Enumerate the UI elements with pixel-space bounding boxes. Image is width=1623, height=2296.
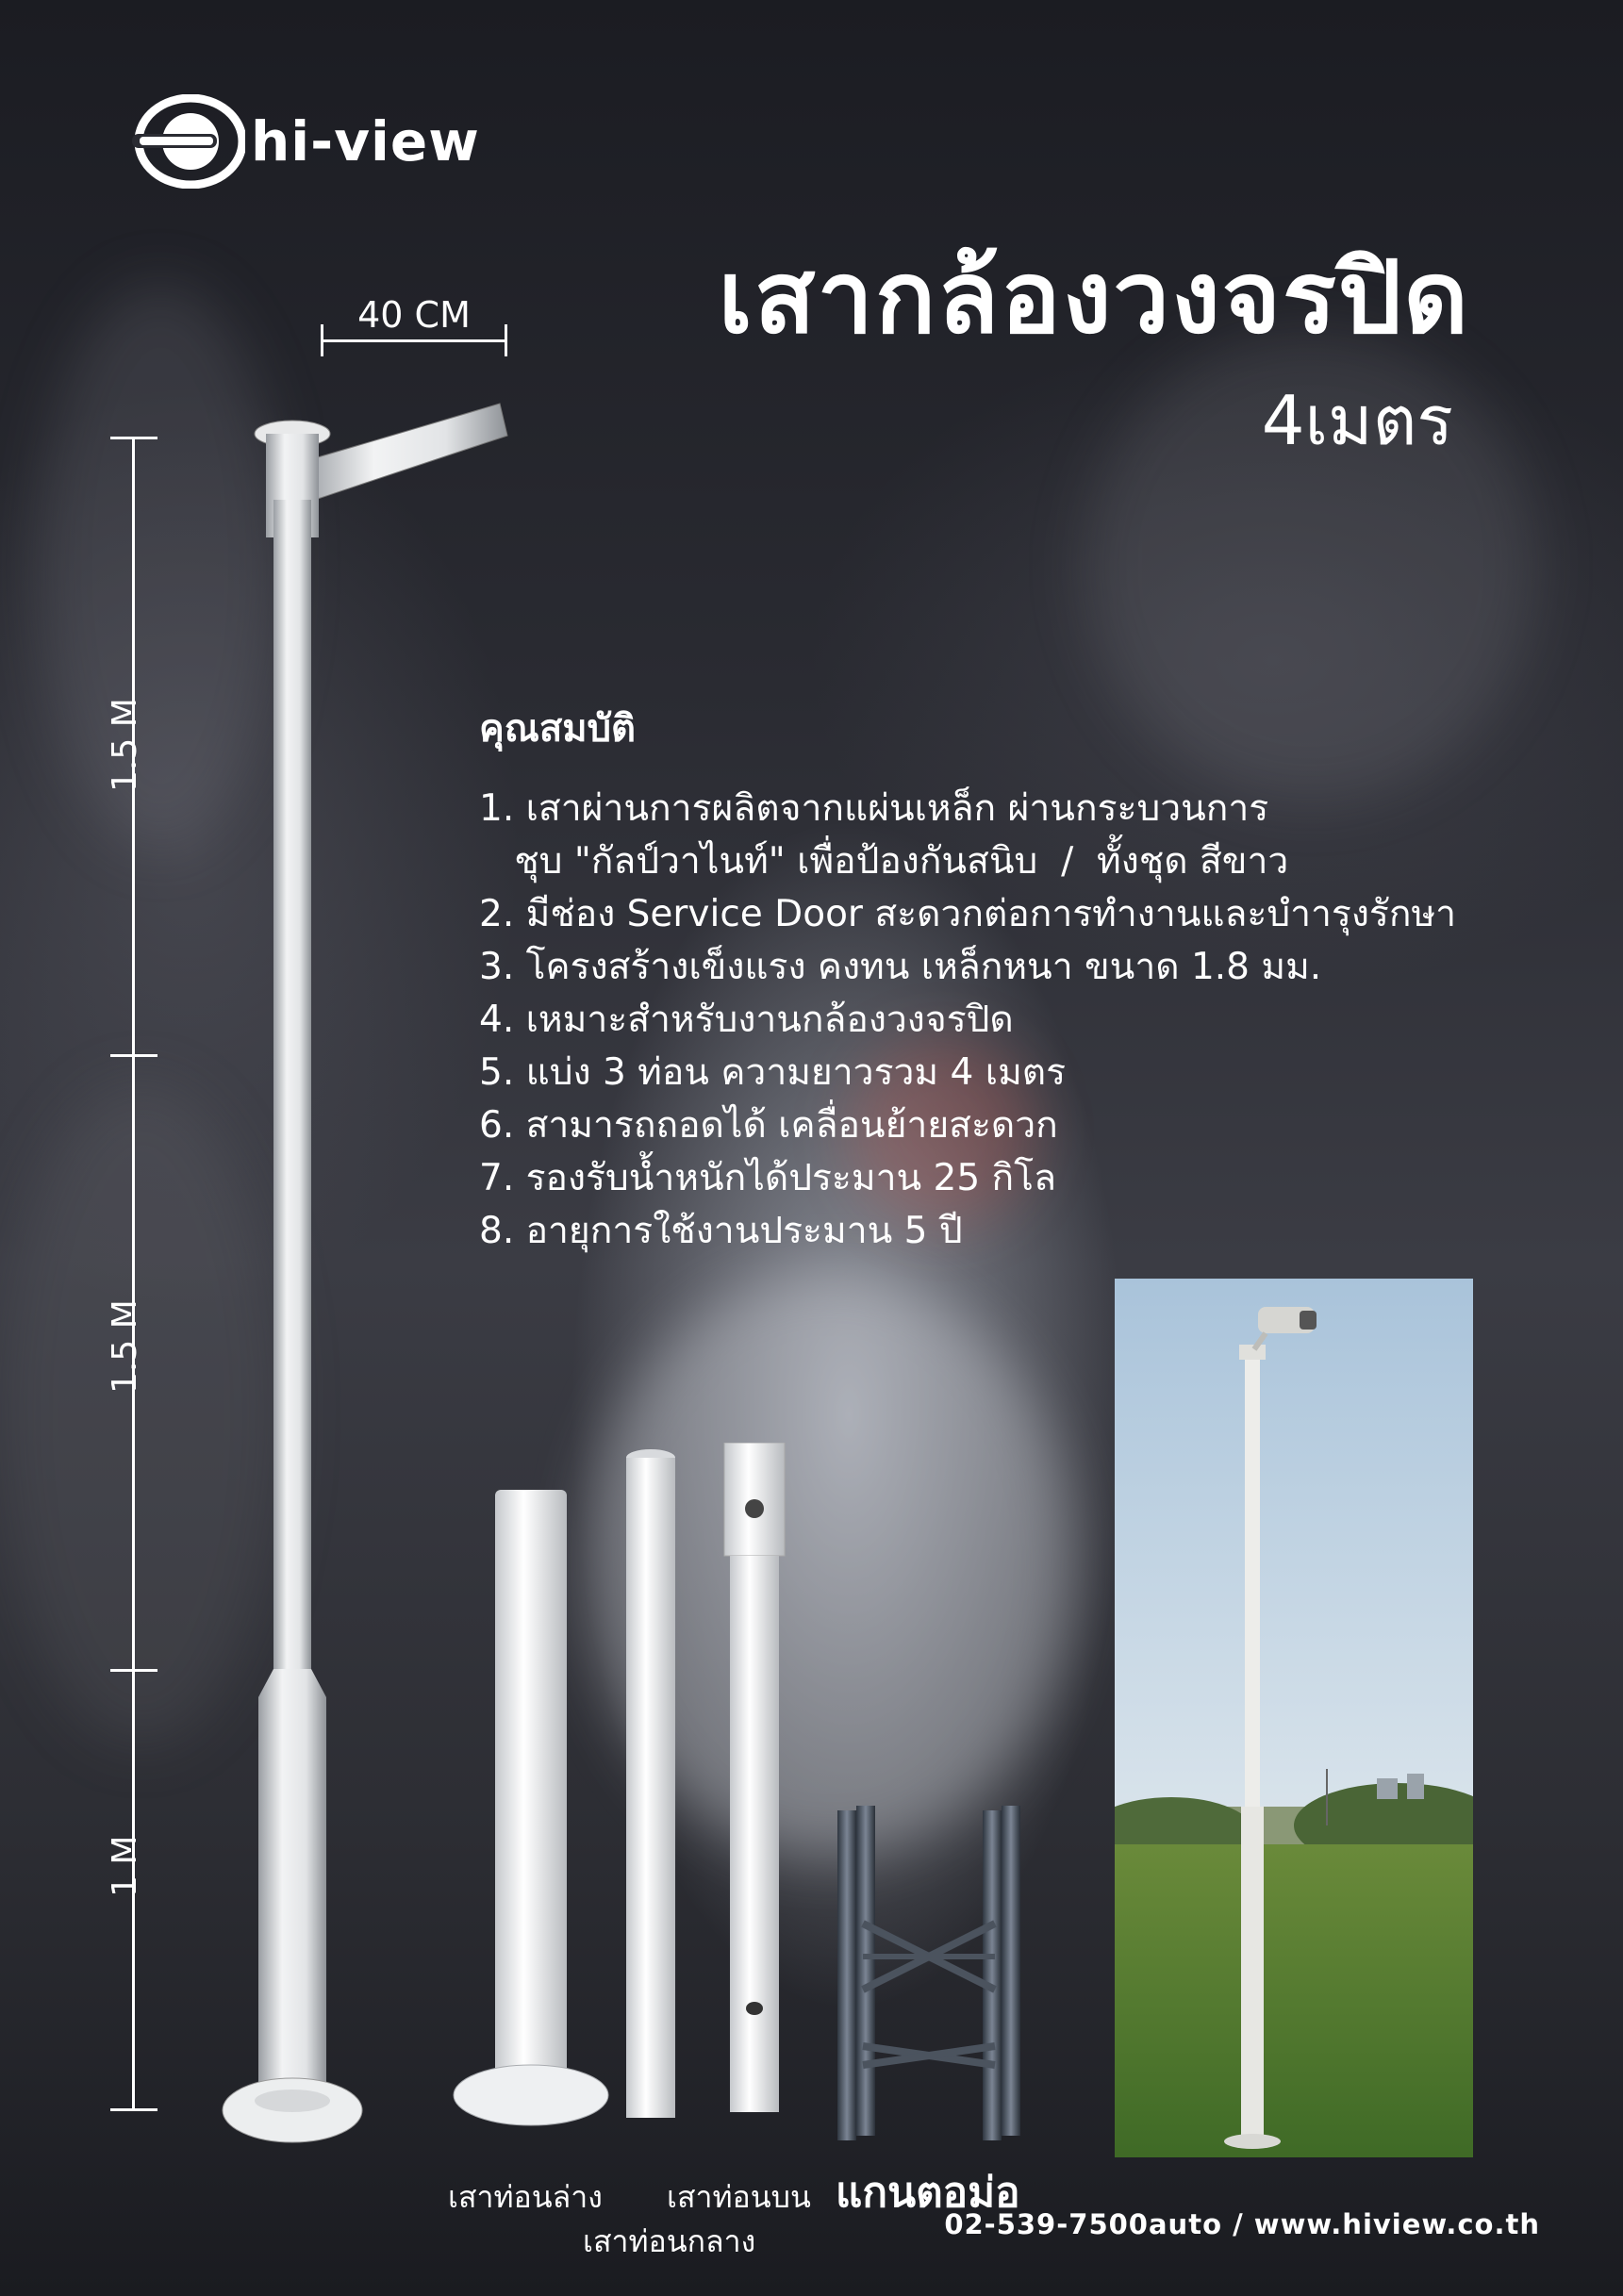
list-item: 7. รองรับน้ำหนักได้ประมาน 25 กิโล	[479, 1157, 1057, 1199]
brand-logo	[132, 90, 480, 193]
list-item: 5. แบ่ง 3 ท่อน ความยาวรวม 4 เมตร	[479, 1051, 1067, 1094]
list-item: 8. อายุการใช้งานประมาน 5 ปี	[479, 1210, 963, 1252]
ruler-tick	[110, 437, 157, 439]
page-title: เสากล้องวงจรปิด	[718, 240, 1470, 355]
page-subtitle: 4เมตร	[1261, 381, 1453, 460]
list-item: 1. เสาผ่านการผลิตจากแผ่นเหล็ก ผ่านกระบวนการ	[479, 787, 1269, 830]
properties-heading: คุณสมบัติ	[479, 707, 637, 751]
part-label-bottom: เสาท่อนล่าง	[448, 2179, 603, 2215]
list-item: ชุบ "กัลป์วาไนท์" เพื่อป้องกันสนิบ / ทั้งชุด สีขาว	[479, 840, 1289, 883]
contact-footer: 02-539-7500auto / www.hiview.co.th	[944, 2208, 1540, 2240]
installed-pole-photo	[1115, 1279, 1473, 2157]
anchor-base-image	[837, 1806, 1020, 2140]
ruler-tick	[110, 2108, 157, 2111]
properties-list	[479, 783, 1564, 1258]
bottom-section-image	[454, 1490, 608, 2125]
properties-section	[479, 698, 1564, 1258]
brand-name: hi-view	[251, 109, 480, 173]
eye-logo-icon	[132, 94, 245, 189]
arm-width-dimension	[321, 294, 507, 351]
segment-label-middle: 1.5 M	[106, 1299, 144, 1394]
part-label-base: แกนตอม่อ	[836, 2169, 1020, 2217]
list-item: 3. โครงสร้างเข็งแรง คงทน เหล็กหนา ขนาด 1.8 มม.	[479, 946, 1322, 988]
top-section-image	[724, 1443, 785, 2112]
part-label-top: เสาท่อนบน	[667, 2179, 811, 2215]
middle-section-image	[626, 1449, 675, 2118]
arm-width-label: 40 CM	[357, 294, 471, 336]
ruler-tick	[110, 1669, 157, 1672]
part-label-middle: เสาท่อนกลาง	[583, 2223, 756, 2259]
segment-label-bottom: 1 M	[106, 1835, 144, 1897]
list-item: 6. สามารถถอดได้ เคลื่อนย้ายสะดวก	[479, 1104, 1058, 1147]
ruler-tick	[110, 1054, 157, 1057]
pole-parts-illustration	[434, 1443, 1037, 2159]
segment-label-top: 1.5 M	[106, 698, 144, 792]
list-item: 4. เหมาะสำหรับงานกล้องวงจรปิด	[479, 999, 1014, 1041]
list-item: 2. มีช่อง Service Door สะดวกต่อการทำงานและบำารุงรักษา	[479, 893, 1457, 935]
